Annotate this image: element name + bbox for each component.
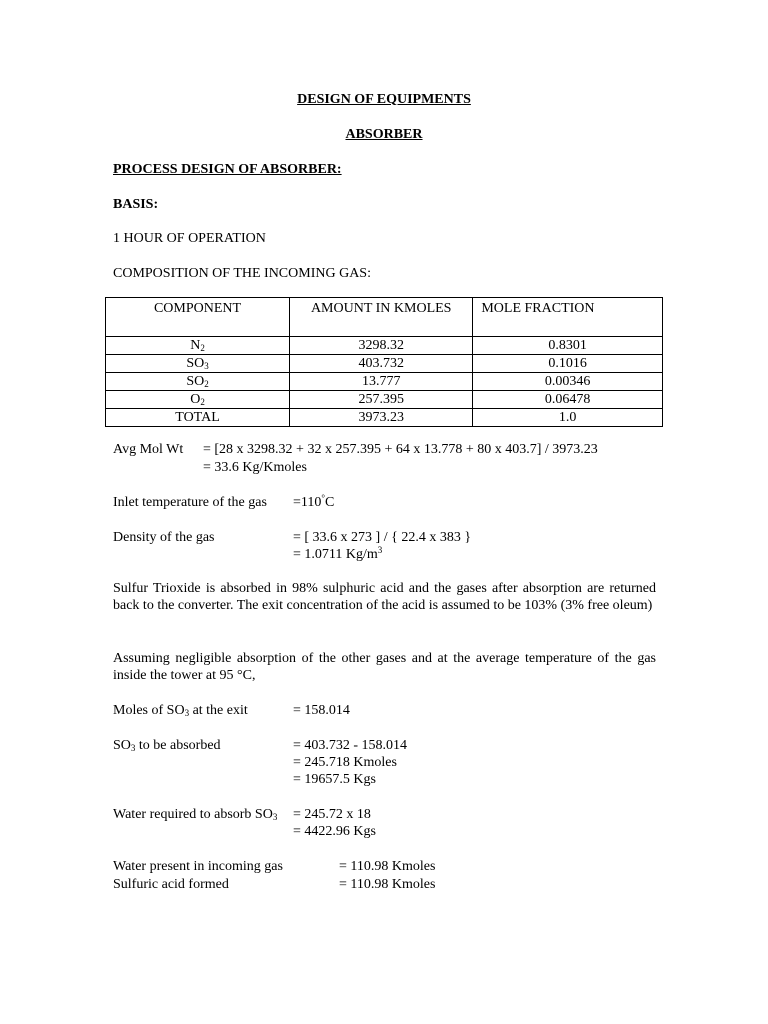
table-cell-fraction: 0.06478 <box>473 391 663 409</box>
table-cell-component: TOTAL <box>106 409 290 427</box>
section-heading: PROCESS DESIGN OF ABSORBER: <box>113 162 342 177</box>
composition-heading: COMPOSITION OF THE INCOMING GAS: <box>113 266 371 281</box>
water-present-label: Water present in incoming gas <box>113 859 283 874</box>
acid-formed-label: Sulfuric acid formed <box>113 877 229 892</box>
table-header-amount: AMOUNT IN KMOLES <box>290 298 473 337</box>
so3-absorbed-line1: = 403.732 - 158.014 <box>293 738 408 753</box>
table-cell-fraction: 0.8301 <box>473 337 663 355</box>
table-row-total <box>106 409 663 427</box>
composition-table <box>105 297 663 427</box>
acid-formed-value: = 110.98 Kmoles <box>339 877 436 892</box>
so3-absorbed-line2: = 245.718 Kmoles <box>293 755 397 770</box>
table-cell-fraction: 1.0 <box>473 409 663 427</box>
so3-absorbed-label: $SO_3$ to be absorbed <box>113 738 221 753</box>
table-cell-amount: 403.732 <box>290 355 473 373</box>
density-label: Density of the gas <box>113 530 215 545</box>
table-row <box>106 391 663 409</box>
table-cell-amount: 13.777 <box>290 373 473 391</box>
inlet-temp-label: Inlet temperature of the gas <box>113 495 267 510</box>
assumption-paragraph: Assuming negligible absorption of the other gases and at the average temperature of the gas inside the tower at 95 °C, <box>113 651 656 683</box>
table-cell-component: $N_2$ <box>106 337 290 355</box>
avg-mol-wt-formula: = [28 x 3298.32 + 32 x 257.395 + 64 x 13.778 + 80 x 403.7] / 3973.23 <box>203 442 598 457</box>
absorption-paragraph: Sulfur Trioxide is absorbed in 98% sulphuric acid and the gases after absorption are returned back to the converter. The exit concentration of the acid is assumed to be 103% (3% free oleum) <box>113 581 656 613</box>
so3-absorbed-line3: = 19657.5 Kgs <box>293 772 376 787</box>
table-row <box>106 337 663 355</box>
water-required-label: Water required to absorb $SO_3$ <box>113 807 278 822</box>
water-present-value: = 110.98 Kmoles <box>339 859 436 874</box>
basis-value: 1 HOUR OF OPERATION <box>113 231 266 246</box>
table-cell-component: $SO_2$ <box>106 373 290 391</box>
density-formula: = [ 33.6 x 273 ] / { 22.4 x 383 } <box>293 530 472 545</box>
moles-so3-exit-label: Moles of $SO_3$ at the exit <box>113 703 248 718</box>
page-subtitle: ABSORBER <box>345 127 423 142</box>
basis-label: BASIS: <box>113 197 159 212</box>
avg-mol-wt-result: = 33.6 Kg/Kmoles <box>203 460 307 475</box>
table-row <box>106 355 663 373</box>
density-result: = 1.0711 $Kg/m^3$ <box>293 545 383 562</box>
water-required-line1: = 245.72 x 18 <box>293 807 371 822</box>
page-title: DESIGN OF EQUIPMENTS <box>297 92 471 107</box>
table-cell-amount: 257.395 <box>290 391 473 409</box>
moles-so3-exit-value: = 158.014 <box>293 703 350 718</box>
table-cell-component: $SO_3$ <box>106 355 290 373</box>
table-cell-fraction: 0.00346 <box>473 373 663 391</box>
table-header-fraction: MOLE FRACTION <box>473 298 663 337</box>
table-cell-component: $O_2$ <box>106 391 290 409</box>
table-cell-fraction: 0.1016 <box>473 355 663 373</box>
table-row <box>106 373 663 391</box>
table-header-row <box>106 298 663 337</box>
table-cell-amount: 3973.23 <box>290 409 473 427</box>
avg-mol-wt-label: Avg Mol Wt <box>113 442 184 457</box>
table-cell-amount: 3298.32 <box>290 337 473 355</box>
inlet-temp-value: =110°C <box>293 493 335 510</box>
water-required-line2: = 4422.96 Kgs <box>293 824 376 839</box>
table-header-component: COMPONENT <box>106 298 290 337</box>
